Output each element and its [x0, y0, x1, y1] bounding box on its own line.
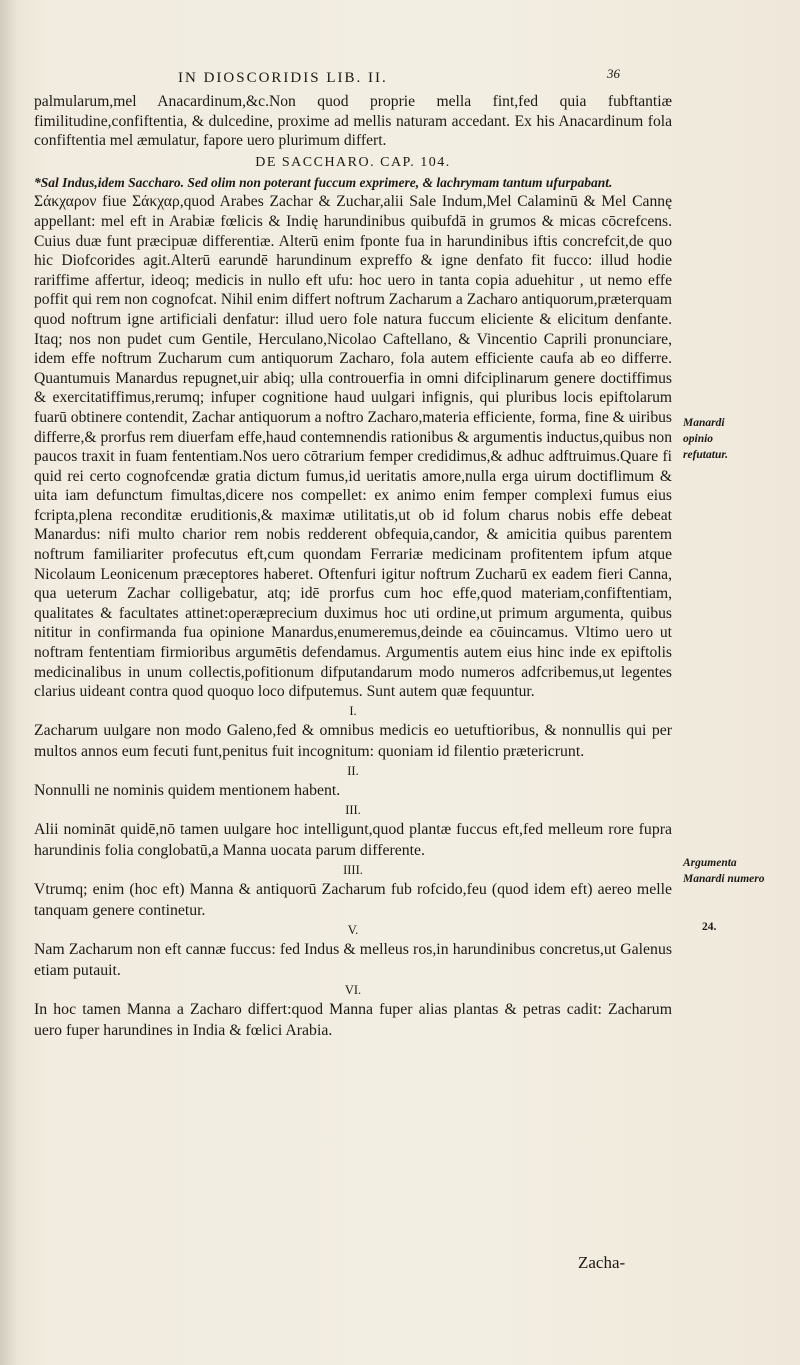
running-title: IN DIOSCORIDIS LIB. II. — [178, 70, 388, 86]
argument-text: Vtrumq; enim (hoc eft) Manna & antiquorū Zacharum fub rofcido,feu (quod idem eft) aereo melle tanquam genere continetur. — [34, 880, 672, 919]
margin-note-number: 24. — [702, 921, 717, 933]
argument-text: Alii nomināt quidē,nō tamen uulgare hoc intelligunt,quod plantæ fuccus eft,fed melleum rore fupra harundinis folia conglobatū,a Manna uocata parum differente. — [34, 820, 672, 859]
argument-number: IIII. — [343, 862, 363, 877]
running-head — [0, 66, 800, 94]
argument-text: Nam Zacharum non eft cannæ fuccus: fed Indus & melleus ros,in harundinibus concretus,ut Galenus etiam putauit. — [34, 940, 672, 979]
chapter-heading: DE SACCHARO. CAP. 104. — [255, 154, 451, 170]
argument-number: II. — [347, 763, 359, 778]
argument-number: I. — [349, 703, 357, 718]
main-text-block — [34, 92, 672, 1041]
main-paragraph: Σάκχαρον fiue Σάκχαρ,quod Arabes Zachar & Zuchar,alii Sale Indum,Mel Calaminū & Mel Cannę appellant: mel eft in Arabiæ fœlicis & Indię harundinibus quibufdā in grumos & micas cōcrefcens. Cuius duæ funt præcipuæ differentiæ. Alterū enim fponte fua in harundinibus iftis concrefcit,de quo hic Diofcorides agit.Alterū earundē harundinum expreffo & igne denfato fit fucco: illud hodie rariffime affertur, ideoq; medicis in nullo eft ufu: hoc uero in tanta copia aduehitur , ut nemo effe poffit qui rem non cognofcat. Nihil enim differt noftrum Zacharum a Zacharo antiquorum,præterquam quod noftrum igne artificiali denfatur: illud uero fole natura fuccum eliciente & elicitum denfante. Itaq; nos non pudet cum Gentile, Herculano,Nicolao Caftellano, & Vincentio Caprili pronunciare, idem effe noftrum Zucharum cum antiquorum Zacharo, fola autem efficiente caufa ab eo differre. Quantumuis Manardus repugnet,uir abiq; ulla controuerfia in omni difciplinarum genere doctiffimus & exercitatiffimus,rerumq; infuper cognitione haud uulgari infignis, qui pluribus locis epiftolarum fuarū obtinere contendit, Zachar antiquorum a noftro Zacharo,materia efficiente, forma, fine & uiribus differre,& prorfus rem diuerfam effe,haud contemnendis rationibus & argumentis inductus,quibus non paucos traxit in fuam fententiam.Nos uero cōtrarium femper credidimus,& adhuc adftruimus.Quare fi quid rei certo cognofcendæ gratia dictum fumus,id ueritatis amore,nulla erga uirum doctiflimum & uita iam defunctum fimultas,dicere nos compellet: ex animo enim femper complexi fumus eius fcripta,plena reconditæ eruditionis,& maximæ utilitatis,ut ob id folum charus nobis effe debeat Manardus: nifi multo charior rem nobis redderent obfequia,candor, & amicitia quibus parentem noftrum familiariter profecutus eft,cum quondam Ferrariæ medicinam profitentem ipfum atque Nicolaum Leonicenum præceptores haberet. Oftenfuri igitur noftrum Zucharū ex eadem fieri Canna, qua ueterum Zachar colligebatur, atq; idē prorfus cum hoc effe,quod materiam,confiftentiam, qualitates & facultates attinet:operæprecium duximus hoc uti ordine,ut primum argumenta, quibus nititur in confirmanda fua opinione Manardus,enumeremus,deinde ea cōuincamus. Vltimo uero ut noftram fententiam firmioribus argumētis defendamus. Argumentis autem eius hinc inde ex epiftolis medicinalibus in unum collectis,pofitionum difputandarum modo numeros adfcribemus,ut legentes clarius uideant contra quod quoquo loco difputemus. Sunt autem quæ fequuntur. — [34, 193, 672, 701]
lemma-line: *Sal Indus,idem Saccharo. Sed olim non poterant fuccum exprimere, & lachrymam tantum ufurpabant. — [34, 175, 613, 191]
folio-number: 36 — [607, 66, 620, 81]
argument-text: In hoc tamen Manna a Zacharo differt:quod Manna fuper alias plantas & petras cadit: Zacharum uero fuper harundines in India & fœlici Arabia. — [34, 1000, 672, 1039]
argument-text: Nonnulli ne nominis quidem mentionem habent. — [34, 781, 341, 799]
argument-number: VI. — [344, 982, 362, 997]
margin-note-manardi: Manardi opinio refutatur. — [683, 417, 729, 461]
argument-text: Zacharum uulgare non modo Galeno,fed & omnibus medicis eo uetuftioribus, & nonnullis qui per multos annos eum fecuti funt,penitus fuit incognitum: quoniam id filentio prætericrunt. — [34, 721, 672, 760]
argument-number: V. — [347, 922, 359, 937]
intro-paragraph: palmularum,mel Anacardinum,&c.Non quod proprie mella fint,fed quia fubftantiæ fimilitudine,confiftentia, & dulcedine, proxime ad mellis naturam accedant. Ex his Anacardinum fola confiftentia mel æmulatur, fapore uero plurimum differt. — [34, 93, 672, 150]
catchword: Zacha- — [578, 1253, 626, 1272]
gutter-shadow — [0, 0, 18, 1365]
margin-note-argumenta: Argumenta Manardi numero — [683, 857, 765, 885]
argument-number: III. — [345, 802, 361, 817]
